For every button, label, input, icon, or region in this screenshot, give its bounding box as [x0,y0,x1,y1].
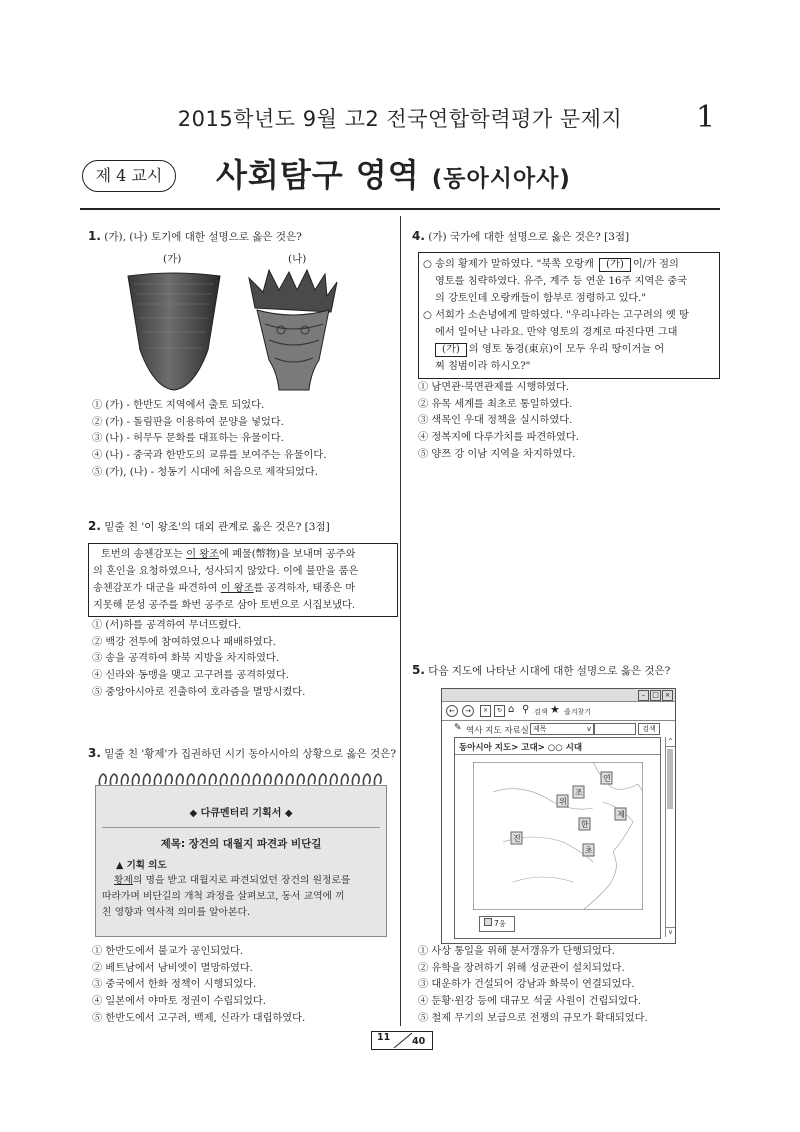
browser-titlebar [442,689,675,702]
q2-line: 를 공격하자, 태종은 마 [253,583,356,594]
flame-pottery-image [245,268,340,394]
q4-question: (가) 국가에 대한 설명으로 옳은 것은? [3점] [428,231,630,243]
pencil-icon: ✎ [454,723,462,733]
q1-options [92,398,326,482]
q5-number: 5. [412,663,425,677]
q2-line: 의 혼인을 요청하였으나, 성사되지 않았다. 이에 불만을 품은 [93,566,359,577]
scrollbar[interactable] [665,737,675,937]
site-header [442,721,675,737]
map-label-han: 한 [581,820,589,829]
q5-question: 다음 지도에 나타난 시대에 대한 설명으로 옳은 것은? [428,665,671,677]
q4-line: 찌 침범이라 하시오?" [435,361,531,372]
refresh-icon[interactable]: ↻ [494,705,505,717]
q3-option-5[interactable]: ⑤ 한반도에서 고구려, 백제, 신라가 대립하였다. [92,1012,306,1024]
scroll-down-icon[interactable]: v [666,927,675,937]
q2-option-4[interactable]: ④ 신라와 동맹을 맺고 고구려를 공격하였다. [92,670,289,682]
browser-window [441,688,676,944]
q3-stem [88,745,396,763]
q4-number: 4. [412,229,425,243]
doc-title: 제목: 장건의 대월지 파견과 비단길 [160,838,322,850]
map-label-chu: 초 [585,846,593,855]
q2-option-1[interactable]: ① (서)하를 공격하여 무너뜨렸다. [92,620,242,631]
q4-line: 에서 일어난 나라요. 만약 영토의 경계로 따진다면 그대 [435,327,678,338]
q2-option-5[interactable]: ⑤ 중앙아시아로 진출하여 호라즘을 멸망시켰다. [92,686,306,698]
q5-options [418,944,648,1028]
subject-main: 사회탐구 영역 [216,156,420,194]
search-category-select[interactable] [530,723,594,735]
q1-stem [88,228,302,246]
q4-option-3[interactable]: ③ 색목인 우대 정책을 실시하였다. [418,415,573,427]
q1-img-label-a: (가) [163,253,182,265]
q2-underline-dynasty: 이 왕조 [186,549,219,560]
site-title: 역사 지도 자료실 [466,726,529,736]
doc-line: 친 영향과 역사적 의미를 알아본다. [102,907,251,918]
q4-line: 이/가 점의 [632,259,679,270]
q4-blank: (가) [599,258,631,272]
q2-option-3[interactable]: ③ 송을 공격하여 화북 지방을 차지하였다. [92,653,280,665]
q2-line: 에 폐물(幣物)을 보내며 공주와 [218,549,356,560]
close-icon[interactable]: × [662,690,673,701]
q1-option-2[interactable]: ② (가) - 돌림판을 이용하여 문양을 넣었다. [92,416,284,428]
search-input[interactable] [594,723,636,735]
q4-options [418,380,579,464]
q4-passage-box [418,252,720,379]
q4-line: ○ 송의 황제가 말하였다. "북쪽 오랑캐 [423,259,598,270]
q5-stem [412,662,670,680]
q4-line: 영토를 침략하였다. 유주, 계주 등 연운 16주 지역은 중국 [435,276,688,287]
doc-heading: ◆ 다큐멘터리 기획서 ◆ [189,808,293,819]
q3-option-3[interactable]: ③ 중국에서 한화 정책이 시행되었다. [92,979,257,991]
doc-body [102,873,380,921]
back-icon[interactable]: ← [446,705,458,717]
q2-line: 송첸감포가 대군을 파견하여 [93,583,221,594]
page-indicator [371,1031,433,1050]
subject-sub: (동아시아사) [431,166,571,192]
q2-underline-dynasty: 이 왕조 [220,583,254,594]
q4-line: 의 강토인데 오랑캐들이 함부로 점령하고 있다." [435,293,647,304]
q3-option-1[interactable]: ① 한반도에서 불교가 공인되었다. [92,946,244,957]
q3-underline-emperor: 황제 [114,875,133,886]
q5-option-5[interactable]: ⑤ 철제 무기의 보급으로 전쟁의 규모가 확대되었다. [418,1012,648,1024]
q2-line: 지못해 문성 공주를 화번 공주로 삼아 토번으로 시집보냈다. [93,600,356,611]
minimize-icon[interactable]: – [638,690,649,701]
map-label-qin: 진 [513,834,521,843]
q5-option-3[interactable]: ③ 대운하가 건설되어 강남과 화북이 연결되었다. [418,979,635,991]
q4-line: 의 영토 동경(東京)이 모두 우리 땅이거늘 어 [468,344,665,355]
q3-options [92,944,305,1028]
q3-question: 밑줄 친 '황제'가 집권하던 시기 동아시아의 상황으로 옳은 것은? [104,748,396,760]
q5-option-2[interactable]: ② 유학을 장려하기 위해 성균관이 설치되었다. [418,962,625,974]
search-label[interactable]: 검색 [534,708,548,716]
forward-icon[interactable]: → [462,705,474,717]
total-pages: 40 [412,1036,426,1047]
q2-line: 토번의 송첸감포는 [101,549,187,560]
scroll-thumb[interactable] [667,749,673,809]
select-value: 제목 [533,725,547,733]
map-label-zhao: 조 [575,788,583,797]
q2-option-2[interactable]: ② 백강 전투에 참여하였으나 패배하였다. [92,636,276,648]
header-rule [80,208,720,210]
comb-pattern-pottery-image [124,270,224,394]
q4-option-2[interactable]: ② 유목 세계를 최초로 통일하였다. [418,398,573,410]
exam-title: 2015학년도 9월 고2 전국연합학력평가 문제지 [177,107,623,131]
maximize-icon[interactable]: □ [650,690,661,701]
home-icon[interactable]: ⌂ [508,704,515,715]
q5-option-1[interactable]: ① 사상 통일을 위해 분서갱유가 단행되었다. [418,946,615,957]
map-label-qi: 제 [617,810,625,819]
q4-stem [412,228,629,246]
q2-number: 2. [88,519,101,533]
q5-option-4[interactable]: ④ 둔황·윈강 등에 대규모 석굴 사원이 건립되었다. [418,996,642,1008]
map-legend [479,916,515,932]
doc-line: 의 명을 받고 대월지로 파견되었던 장건의 원정로를 [132,875,351,886]
chevron-down-icon: v [586,725,591,733]
legend-swatch [484,918,492,926]
map-panel [454,737,661,939]
period-badge: 제 4 교시 [82,160,176,192]
q4-blank: (가) [435,343,467,357]
map-label-wei: 위 [559,797,567,806]
q1-img-label-b: (나) [288,253,307,265]
q2-question: 밑줄 친 '이 왕조'의 대외 관계로 옳은 것은? [3점] [104,521,330,533]
q2-passage-box [88,543,398,617]
page-number: 1 [696,100,716,135]
doc-subtitle: ▲ 기획 의도 [116,860,167,871]
q4-line: ○ 서희가 소손녕에게 말하였다. "우리나라는 고구려의 옛 땅 [423,310,689,321]
breadcrumb: 동아시아 지도> 고대> ○○ 시대 [459,743,583,753]
legend-label: 7웅 [494,919,507,928]
q3-option-2[interactable]: ② 베트남에서 남비엣이 멸망하였다. [92,962,253,974]
search-icon[interactable]: ⚲ [522,704,530,715]
q1-option-1[interactable]: ① (가) - 한반도 지역에서 출토 되었다. [92,400,265,411]
column-divider [400,216,401,1026]
q1-number: 1. [88,229,101,243]
q2-options [92,618,305,702]
scroll-up-icon[interactable]: ^ [667,738,674,745]
q4-option-1[interactable]: ① 남면관·북면관제를 시행하였다. [418,382,570,393]
stop-icon[interactable]: × [480,705,491,717]
current-page: 11 [377,1032,391,1043]
warring-states-map [473,762,643,910]
favorites-label[interactable]: 즐겨찾기 [564,708,592,716]
documentary-plan-card [95,785,387,937]
browser-toolbar [442,702,675,721]
q3-option-4[interactable]: ④ 일본에서 야마토 정권이 수립되었다. [92,996,266,1008]
q4-option-4[interactable]: ④ 정복지에 다루가치를 파견하였다. [418,432,579,444]
q1-option-4[interactable]: ④ (나) - 중국과 한반도의 교류를 보여주는 유물이다. [92,450,327,462]
q3-number: 3. [88,746,101,760]
map-label-yan: 연 [603,774,611,783]
q2-stem [88,518,330,536]
star-icon[interactable]: ★ [550,703,560,716]
q1-question: (가), (나) 토기에 대한 설명으로 옳은 것은? [104,231,302,243]
q1-option-3[interactable]: ③ (나) - 허무두 문화를 대표하는 유물이다. [92,433,284,445]
search-button[interactable]: 검색 [638,723,660,735]
subject-title [216,150,571,196]
doc-line: 따라가며 비단길의 개척 과정을 살펴보고, 동서 교역에 끼 [102,891,345,902]
q1-option-5[interactable]: ⑤ (가), (나) - 청동기 시대에 처음으로 제작되었다. [92,466,318,478]
q4-option-5[interactable]: ⑤ 양쯔 강 이남 지역을 차지하였다. [418,448,576,460]
